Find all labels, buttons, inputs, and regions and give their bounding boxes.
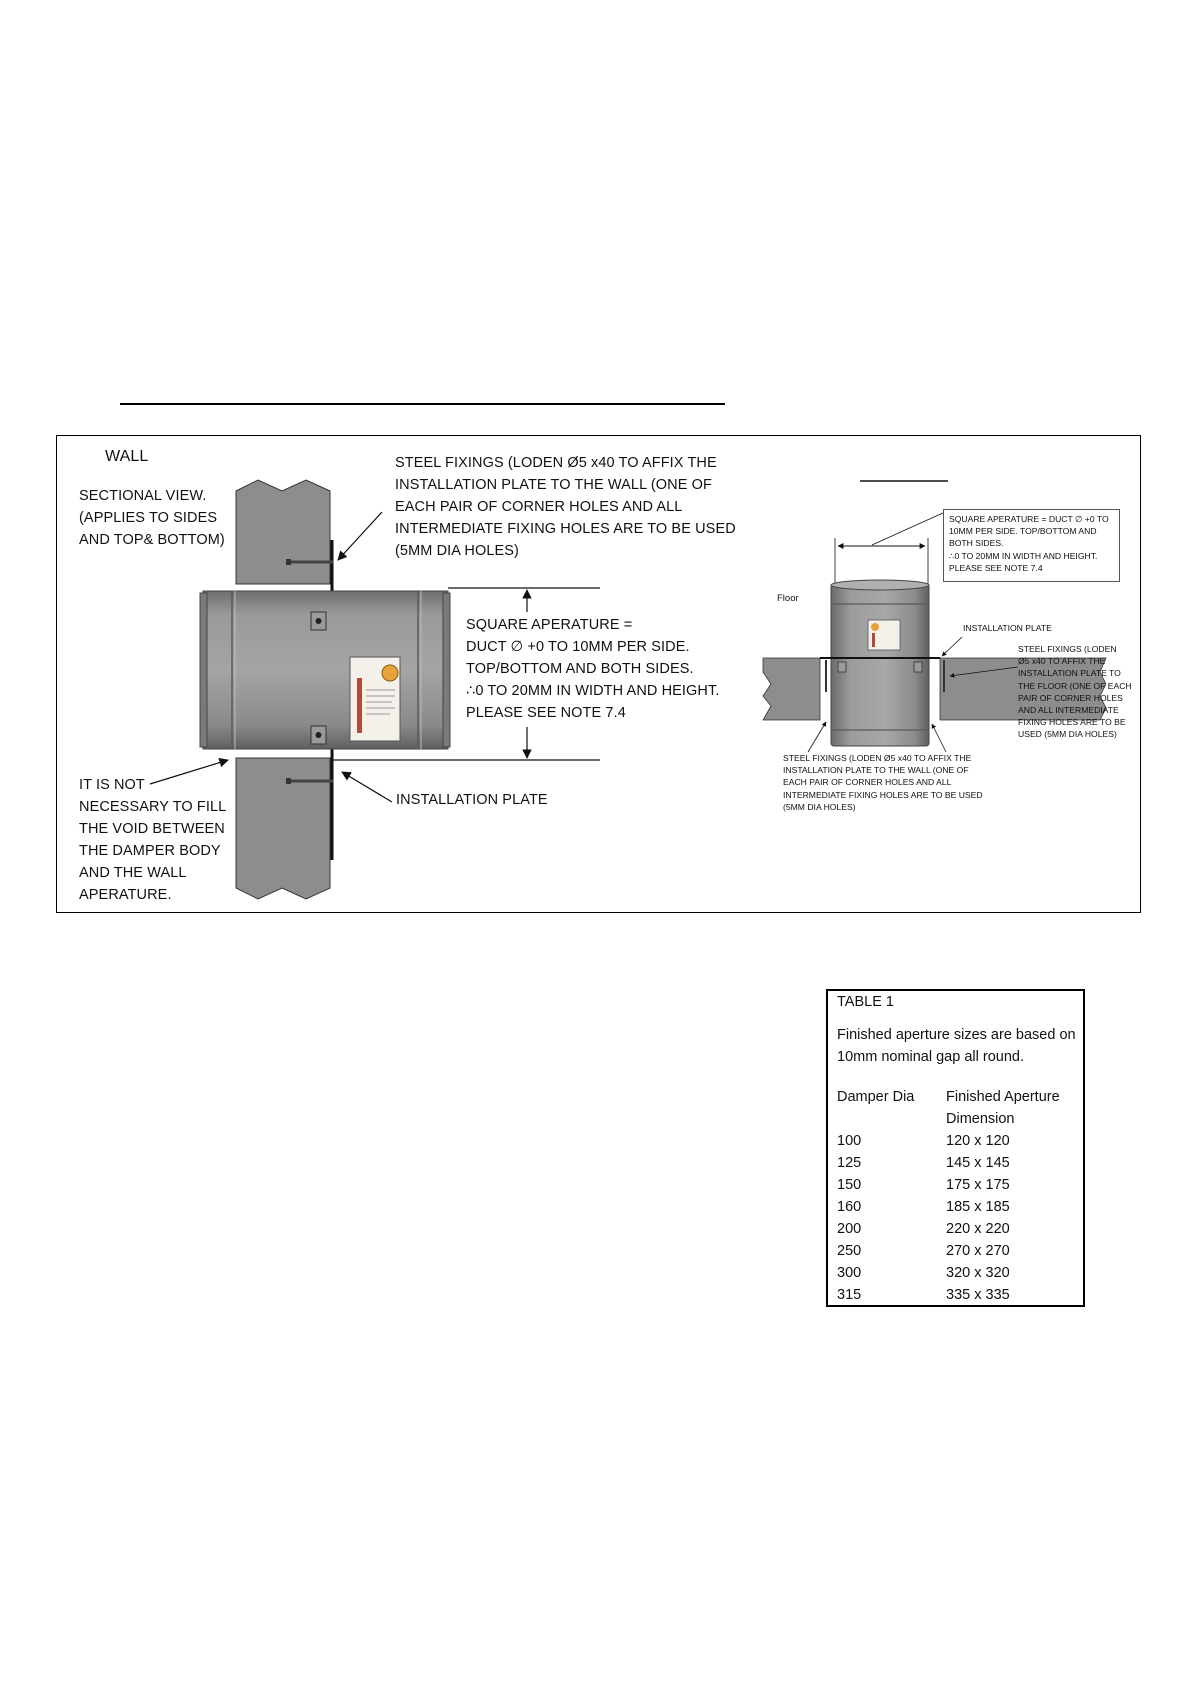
- leader-steel-fixings: [338, 512, 382, 560]
- aperture-cell: 320 x 320: [946, 1265, 1010, 1281]
- floor-steel-fixings-note: STEEL FIXINGS (LODEN Ø5 x40 TO AFFIX THE INSTALLATION PLATE TO THE FLOOR (ONE OF EACH PAIR OF CORNER HOLES AND ALL INTERMEDIATE FIXING HOLES ARE TO BE USED (5MM DIA HOLES): [1018, 644, 1132, 740]
- leader-floor-aperture: [872, 512, 945, 545]
- table-row: [837, 1262, 1010, 1284]
- damper-dia-cell: 300: [837, 1265, 862, 1281]
- aperture-cell: 220 x 220: [946, 1221, 1010, 1237]
- table-row: [837, 1174, 1010, 1196]
- damper-dia-cell: 150: [837, 1177, 862, 1193]
- floor-product-label: [868, 620, 900, 650]
- table-rows: [837, 1130, 1010, 1306]
- table-row: [837, 1284, 1010, 1306]
- floor-aperture-note: SQUARE APERATURE = DUCT ∅ +0 TO 10MM PER SIDE. TOP/BOTTOM AND BOTH SIDES. ∴0 TO 20MM IN WIDTH AND HEIGHT. PLEASE SEE NOTE 7.4: [949, 514, 1109, 573]
- void-note: IT IS NOT NECESSARY TO FILL THE VOID BETWEEN THE DAMPER BODY AND THE WALL APERATURE.: [79, 777, 227, 903]
- aperture-cell: 145 x 145: [946, 1155, 1010, 1171]
- installation-plate-label: INSTALLATION PLATE: [396, 792, 548, 808]
- damper-dia-cell: 125: [837, 1155, 862, 1171]
- floor-slab-left: [763, 658, 820, 720]
- floor-label: Floor: [777, 593, 799, 604]
- table-note: Finished aperture sizes are based on 10mm nominal gap all round.: [837, 1027, 1076, 1065]
- table-row: [837, 1152, 1010, 1174]
- table-row: [837, 1240, 1010, 1262]
- aperture-cell: 175 x 175: [946, 1177, 1010, 1193]
- sectional-view-note: SECTIONAL VIEW. (APPLIES TO SIDES AND TOP& BOTTOM): [79, 488, 225, 548]
- aperture-cell: 120 x 120: [946, 1133, 1010, 1149]
- table-row: [837, 1196, 1010, 1218]
- wall-title: WALL: [105, 448, 149, 465]
- table-caption: TABLE 1: [837, 994, 894, 1010]
- damper-dia-cell: 160: [837, 1199, 862, 1215]
- square-aperture-note: SQUARE APERATURE = DUCT ∅ +0 TO 10MM PER SIDE. TOP/BOTTOM AND BOTH SIDES. ∴0 TO 20MM IN WIDTH AND HEIGHT. PLEASE SEE NOTE 7.4: [466, 617, 720, 721]
- floor-installation-plate-label: INSTALLATION PLATE: [963, 623, 1052, 633]
- wall-lower-section: [236, 758, 330, 899]
- leader-installation-plate: [342, 772, 392, 802]
- product-label: [350, 657, 400, 741]
- column-header-damper-dia: Damper Dia: [837, 1089, 915, 1105]
- damper-dia-cell: 100: [837, 1133, 862, 1149]
- aperture-cell: 270 x 270: [946, 1243, 1010, 1259]
- steel-fixings-note: STEEL FIXINGS (LODEN Ø5 x40 TO AFFIX THE INSTALLATION PLATE TO THE WALL (ONE OF EACH PAIR OF CORNER HOLES AND ALL INTERMEDIATE FIXING HOLES ARE TO BE USED (5MM DIA HOLES): [395, 455, 736, 559]
- floor-wall-fixings-note: STEEL FIXINGS (LODEN Ø5 x40 TO AFFIX THE INSTALLATION PLATE TO THE WALL (ONE OF EACH PAIR OF CORNER HOLES AND ALL INTERMEDIATE FIXING HOLES ARE TO BE USED (5MM DIA HOLES): [783, 753, 983, 812]
- leader-floor-wall-fix-right: [932, 724, 946, 752]
- table-row: [837, 1130, 1010, 1152]
- wall-upper-section: [236, 480, 330, 584]
- table-row: [837, 1218, 1010, 1240]
- damper-dia-cell: 250: [837, 1243, 862, 1259]
- table-1: [826, 989, 1085, 1307]
- column-header-finished-aperture: Finished Aperture Dimension: [946, 1089, 1060, 1127]
- aperture-cell: 185 x 185: [946, 1199, 1010, 1215]
- leader-floor-wall-fix-left: [808, 722, 826, 752]
- damper-dia-cell: 315: [837, 1287, 862, 1303]
- leader-floor-installation-plate: [942, 637, 962, 656]
- damper-dia-cell: 200: [837, 1221, 862, 1237]
- aperture-cell: 335 x 335: [946, 1287, 1010, 1303]
